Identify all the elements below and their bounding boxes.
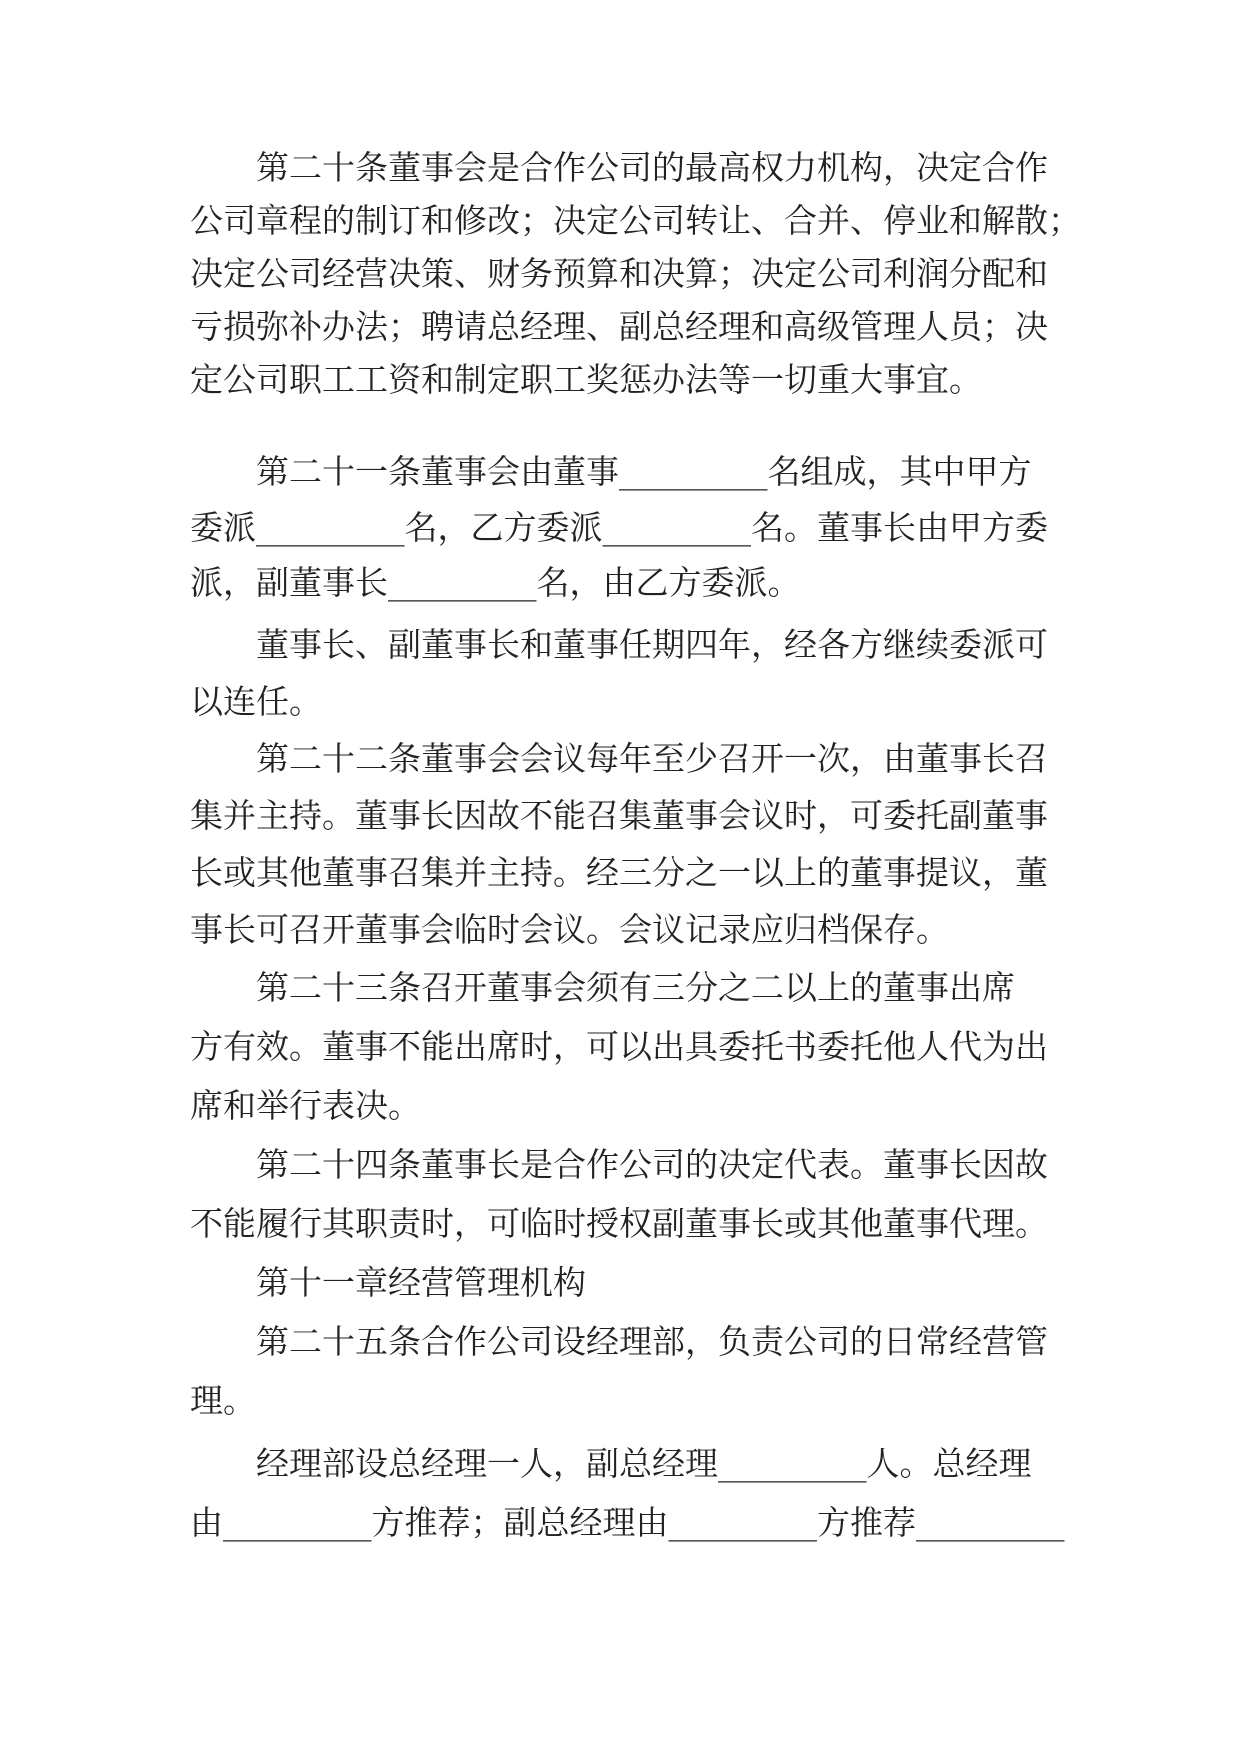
chapter-heading: 第十一章经营管理机构 [256,1263,586,1302]
paragraph-line: 董事长、副董事长和董事任期四年，经各方继续委派可 [256,625,1048,664]
paragraph-line: 经理部设总经理一人，副总经理_________人。总经理 [256,1444,1032,1483]
paragraph-line: 不能履行其职责时，可临时授权副董事长或其他董事代理。 [190,1204,1048,1243]
paragraph-line: 事长可召开董事会临时会议。会议记录应归档保存。 [190,910,949,949]
paragraph-line: 亏损弥补办法；聘请总经理、副总经理和高级管理人员；决 [190,307,1048,346]
paragraph-line: 派，副董事长_________名，由乙方委派。 [190,563,801,602]
paragraph-line: 第二十条董事会是合作公司的最高权力机构，决定合作 [256,148,1048,187]
paragraph-line: 第二十五条合作公司设经理部，负责公司的日常经营管 [256,1322,1048,1361]
paragraph-line: 第二十四条董事长是合作公司的决定代表。董事长因故 [256,1145,1048,1184]
paragraph-line: 集并主持。董事长因故不能召集董事会议时，可委托副董事 [190,796,1048,835]
paragraph-line: 长或其他董事召集并主持。经三分之一以上的董事提议，董 [190,853,1048,892]
paragraph-line: 决定公司经营决策、财务预算和决算；决定公司利润分配和 [190,254,1048,293]
paragraph-line: 方有效。董事不能出席时，可以出具委托书委托他人代为出 [190,1027,1048,1066]
paragraph-line: 由_________方推荐；副总经理由_________方推荐_________ [190,1503,1065,1542]
paragraph-line: 定公司职工工资和制定职工奖惩办法等一切重大事宜。 [190,360,982,399]
paragraph-line: 委派_________名，乙方委派_________名。董事长由甲方委 [190,508,1048,547]
paragraph-line: 第二十一条董事会由董事_________名组成，其中甲方 [256,452,1032,491]
paragraph-line: 以连任。 [190,682,322,721]
paragraph-line: 席和举行表决。 [190,1086,421,1125]
paragraph-line: 公司章程的制订和修改；决定公司转让、合并、停业和解散； [190,201,1081,240]
paragraph-line: 第二十三条召开董事会须有三分之二以上的董事出席 [256,968,1015,1007]
paragraph-line: 第二十二条董事会会议每年至少召开一次，由董事长召 [256,739,1048,778]
paragraph-line: 理。 [190,1381,256,1420]
